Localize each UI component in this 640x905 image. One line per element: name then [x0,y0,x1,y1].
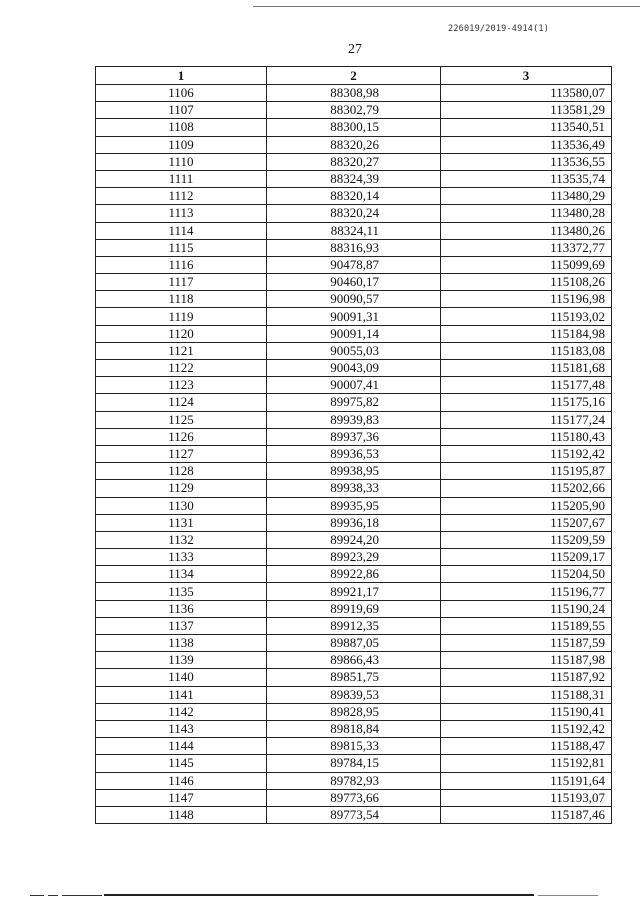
bottom-scan-artifact [0,893,640,899]
table-row [96,428,612,445]
x-coordinate-cell: 89937,36 [267,428,441,445]
y-coordinate-cell: 115177,24 [441,411,612,428]
y-coordinate-cell: 115204,50 [441,566,612,583]
y-coordinate-cell: 115187,92 [441,669,612,686]
point-number-cell: 1122 [96,360,267,377]
x-coordinate-cell: 89923,29 [267,549,441,566]
y-coordinate-cell: 115177,48 [441,377,612,394]
y-coordinate-cell: 113480,28 [441,205,612,222]
y-coordinate-cell: 113540,51 [441,119,612,136]
point-number-cell: 1112 [96,188,267,205]
table-row [96,720,612,737]
y-coordinate-cell: 115196,98 [441,291,612,308]
table-row [96,136,612,153]
y-coordinate-cell: 115191,64 [441,772,612,789]
y-coordinate-cell: 115190,24 [441,600,612,617]
table-row [96,583,612,600]
y-coordinate-cell: 113580,07 [441,85,612,102]
point-number-cell: 1138 [96,635,267,652]
table-row [96,274,612,291]
x-coordinate-cell: 88316,93 [267,239,441,256]
x-coordinate-cell: 89935,95 [267,497,441,514]
table-body [96,85,612,824]
x-coordinate-cell: 90091,14 [267,325,441,342]
table-row [96,463,612,480]
y-coordinate-cell: 113536,49 [441,136,612,153]
x-coordinate-cell: 90055,03 [267,342,441,359]
table-row [96,377,612,394]
point-number-cell: 1142 [96,703,267,720]
table-row [96,85,612,102]
y-coordinate-cell: 115175,16 [441,394,612,411]
x-coordinate-cell: 89773,66 [267,789,441,806]
x-coordinate-cell: 88324,11 [267,222,441,239]
point-number-cell: 1108 [96,119,267,136]
point-number-cell: 1109 [96,136,267,153]
point-number-cell: 1148 [96,806,267,823]
x-coordinate-cell: 90043,09 [267,360,441,377]
point-number-cell: 1119 [96,308,267,325]
y-coordinate-cell: 115189,55 [441,617,612,634]
x-coordinate-cell: 90460,17 [267,274,441,291]
x-coordinate-cell: 88320,24 [267,205,441,222]
x-coordinate-cell: 89919,69 [267,600,441,617]
y-coordinate-cell: 115183,08 [441,342,612,359]
table-row [96,566,612,583]
point-number-cell: 1128 [96,463,267,480]
x-coordinate-cell: 89784,15 [267,755,441,772]
point-number-cell: 1121 [96,342,267,359]
point-number-cell: 1127 [96,445,267,462]
point-number-cell: 1111 [96,170,267,187]
point-number-cell: 1107 [96,102,267,119]
point-number-cell: 1139 [96,652,267,669]
y-coordinate-cell: 115193,07 [441,789,612,806]
y-coordinate-cell: 115190,41 [441,703,612,720]
point-number-cell: 1132 [96,531,267,548]
table-row [96,325,612,342]
y-coordinate-cell: 115099,69 [441,256,612,273]
x-coordinate-cell: 89866,43 [267,652,441,669]
table-row [96,170,612,187]
x-coordinate-cell: 88324,39 [267,170,441,187]
document-number: 226019/2019-4914(1) [448,24,550,34]
x-coordinate-cell: 88320,26 [267,136,441,153]
column-header-3: 3 [441,67,612,85]
table-row [96,531,612,548]
table-row [96,445,612,462]
point-number-cell: 1137 [96,617,267,634]
y-coordinate-cell: 115205,90 [441,497,612,514]
y-coordinate-cell: 115181,68 [441,360,612,377]
table-row [96,789,612,806]
x-coordinate-cell: 89922,86 [267,566,441,583]
table-row [96,652,612,669]
y-coordinate-cell: 115188,47 [441,738,612,755]
table-row [96,738,612,755]
x-coordinate-cell: 89936,18 [267,514,441,531]
point-number-cell: 1117 [96,274,267,291]
table-row [96,188,612,205]
y-coordinate-cell: 115196,77 [441,583,612,600]
column-header-2: 2 [267,67,441,85]
point-number-cell: 1130 [96,497,267,514]
point-number-cell: 1106 [96,85,267,102]
y-coordinate-cell: 115202,66 [441,480,612,497]
point-number-cell: 1141 [96,686,267,703]
table-row [96,480,612,497]
y-coordinate-cell: 113480,29 [441,188,612,205]
point-number-cell: 1144 [96,738,267,755]
point-number-cell: 1134 [96,566,267,583]
x-coordinate-cell: 89839,53 [267,686,441,703]
table-row [96,549,612,566]
table-row [96,755,612,772]
y-coordinate-cell: 115187,98 [441,652,612,669]
x-coordinate-cell: 89975,82 [267,394,441,411]
point-number-cell: 1131 [96,514,267,531]
point-number-cell: 1120 [96,325,267,342]
y-coordinate-cell: 115192,42 [441,445,612,462]
table-row [96,205,612,222]
x-coordinate-cell: 89938,33 [267,480,441,497]
top-scan-rule [253,6,640,7]
table-row [96,600,612,617]
x-coordinate-cell: 90007,41 [267,377,441,394]
x-coordinate-cell: 89828,95 [267,703,441,720]
point-number-cell: 1145 [96,755,267,772]
x-coordinate-cell: 88320,14 [267,188,441,205]
y-coordinate-cell: 113536,55 [441,153,612,170]
y-coordinate-cell: 115209,59 [441,531,612,548]
table-row [96,308,612,325]
x-coordinate-cell: 89887,05 [267,635,441,652]
table-row [96,514,612,531]
x-coordinate-cell: 89939,83 [267,411,441,428]
point-number-cell: 1129 [96,480,267,497]
x-coordinate-cell: 88300,15 [267,119,441,136]
x-coordinate-cell: 89912,35 [267,617,441,634]
y-coordinate-cell: 115209,17 [441,549,612,566]
table-row [96,394,612,411]
table-row [96,411,612,428]
y-coordinate-cell: 113535,74 [441,170,612,187]
x-coordinate-cell: 89938,95 [267,463,441,480]
table-row [96,342,612,359]
table-row [96,772,612,789]
column-header-1: 1 [96,67,267,85]
x-coordinate-cell: 89851,75 [267,669,441,686]
point-number-cell: 1143 [96,720,267,737]
y-coordinate-cell: 113581,29 [441,102,612,119]
table-row [96,102,612,119]
point-number-cell: 1135 [96,583,267,600]
page-number: 27 [348,42,362,57]
y-coordinate-cell: 115180,43 [441,428,612,445]
table-row [96,497,612,514]
x-coordinate-cell: 89924,20 [267,531,441,548]
y-coordinate-cell: 115108,26 [441,274,612,291]
x-coordinate-cell: 89818,84 [267,720,441,737]
table-row [96,256,612,273]
y-coordinate-cell: 113480,26 [441,222,612,239]
table-row [96,360,612,377]
table-row [96,291,612,308]
point-number-cell: 1113 [96,205,267,222]
point-number-cell: 1114 [96,222,267,239]
y-coordinate-cell: 113372,77 [441,239,612,256]
y-coordinate-cell: 115195,87 [441,463,612,480]
point-number-cell: 1118 [96,291,267,308]
x-coordinate-cell: 89782,93 [267,772,441,789]
table-row [96,703,612,720]
x-coordinate-cell: 88308,98 [267,85,441,102]
point-number-cell: 1123 [96,377,267,394]
coordinates-table [95,66,612,824]
table-row [96,222,612,239]
y-coordinate-cell: 115188,31 [441,686,612,703]
x-coordinate-cell: 89815,33 [267,738,441,755]
y-coordinate-cell: 115187,59 [441,635,612,652]
table-row [96,153,612,170]
point-number-cell: 1146 [96,772,267,789]
table-row [96,617,612,634]
y-coordinate-cell: 115184,98 [441,325,612,342]
table-row [96,119,612,136]
x-coordinate-cell: 90478,87 [267,256,441,273]
x-coordinate-cell: 90091,31 [267,308,441,325]
point-number-cell: 1140 [96,669,267,686]
point-number-cell: 1124 [96,394,267,411]
table-header-row [96,67,612,85]
x-coordinate-cell: 90090,57 [267,291,441,308]
y-coordinate-cell: 115207,67 [441,514,612,531]
table-row [96,635,612,652]
point-number-cell: 1125 [96,411,267,428]
point-number-cell: 1116 [96,256,267,273]
table-row [96,806,612,823]
point-number-cell: 1126 [96,428,267,445]
y-coordinate-cell: 115192,42 [441,720,612,737]
point-number-cell: 1115 [96,239,267,256]
y-coordinate-cell: 115192,81 [441,755,612,772]
x-coordinate-cell: 89921,17 [267,583,441,600]
x-coordinate-cell: 88302,79 [267,102,441,119]
point-number-cell: 1147 [96,789,267,806]
x-coordinate-cell: 89773,54 [267,806,441,823]
table-row [96,686,612,703]
point-number-cell: 1110 [96,153,267,170]
point-number-cell: 1133 [96,549,267,566]
x-coordinate-cell: 88320,27 [267,153,441,170]
table-row [96,669,612,686]
y-coordinate-cell: 115193,02 [441,308,612,325]
y-coordinate-cell: 115187,46 [441,806,612,823]
x-coordinate-cell: 89936,53 [267,445,441,462]
table-row [96,239,612,256]
point-number-cell: 1136 [96,600,267,617]
